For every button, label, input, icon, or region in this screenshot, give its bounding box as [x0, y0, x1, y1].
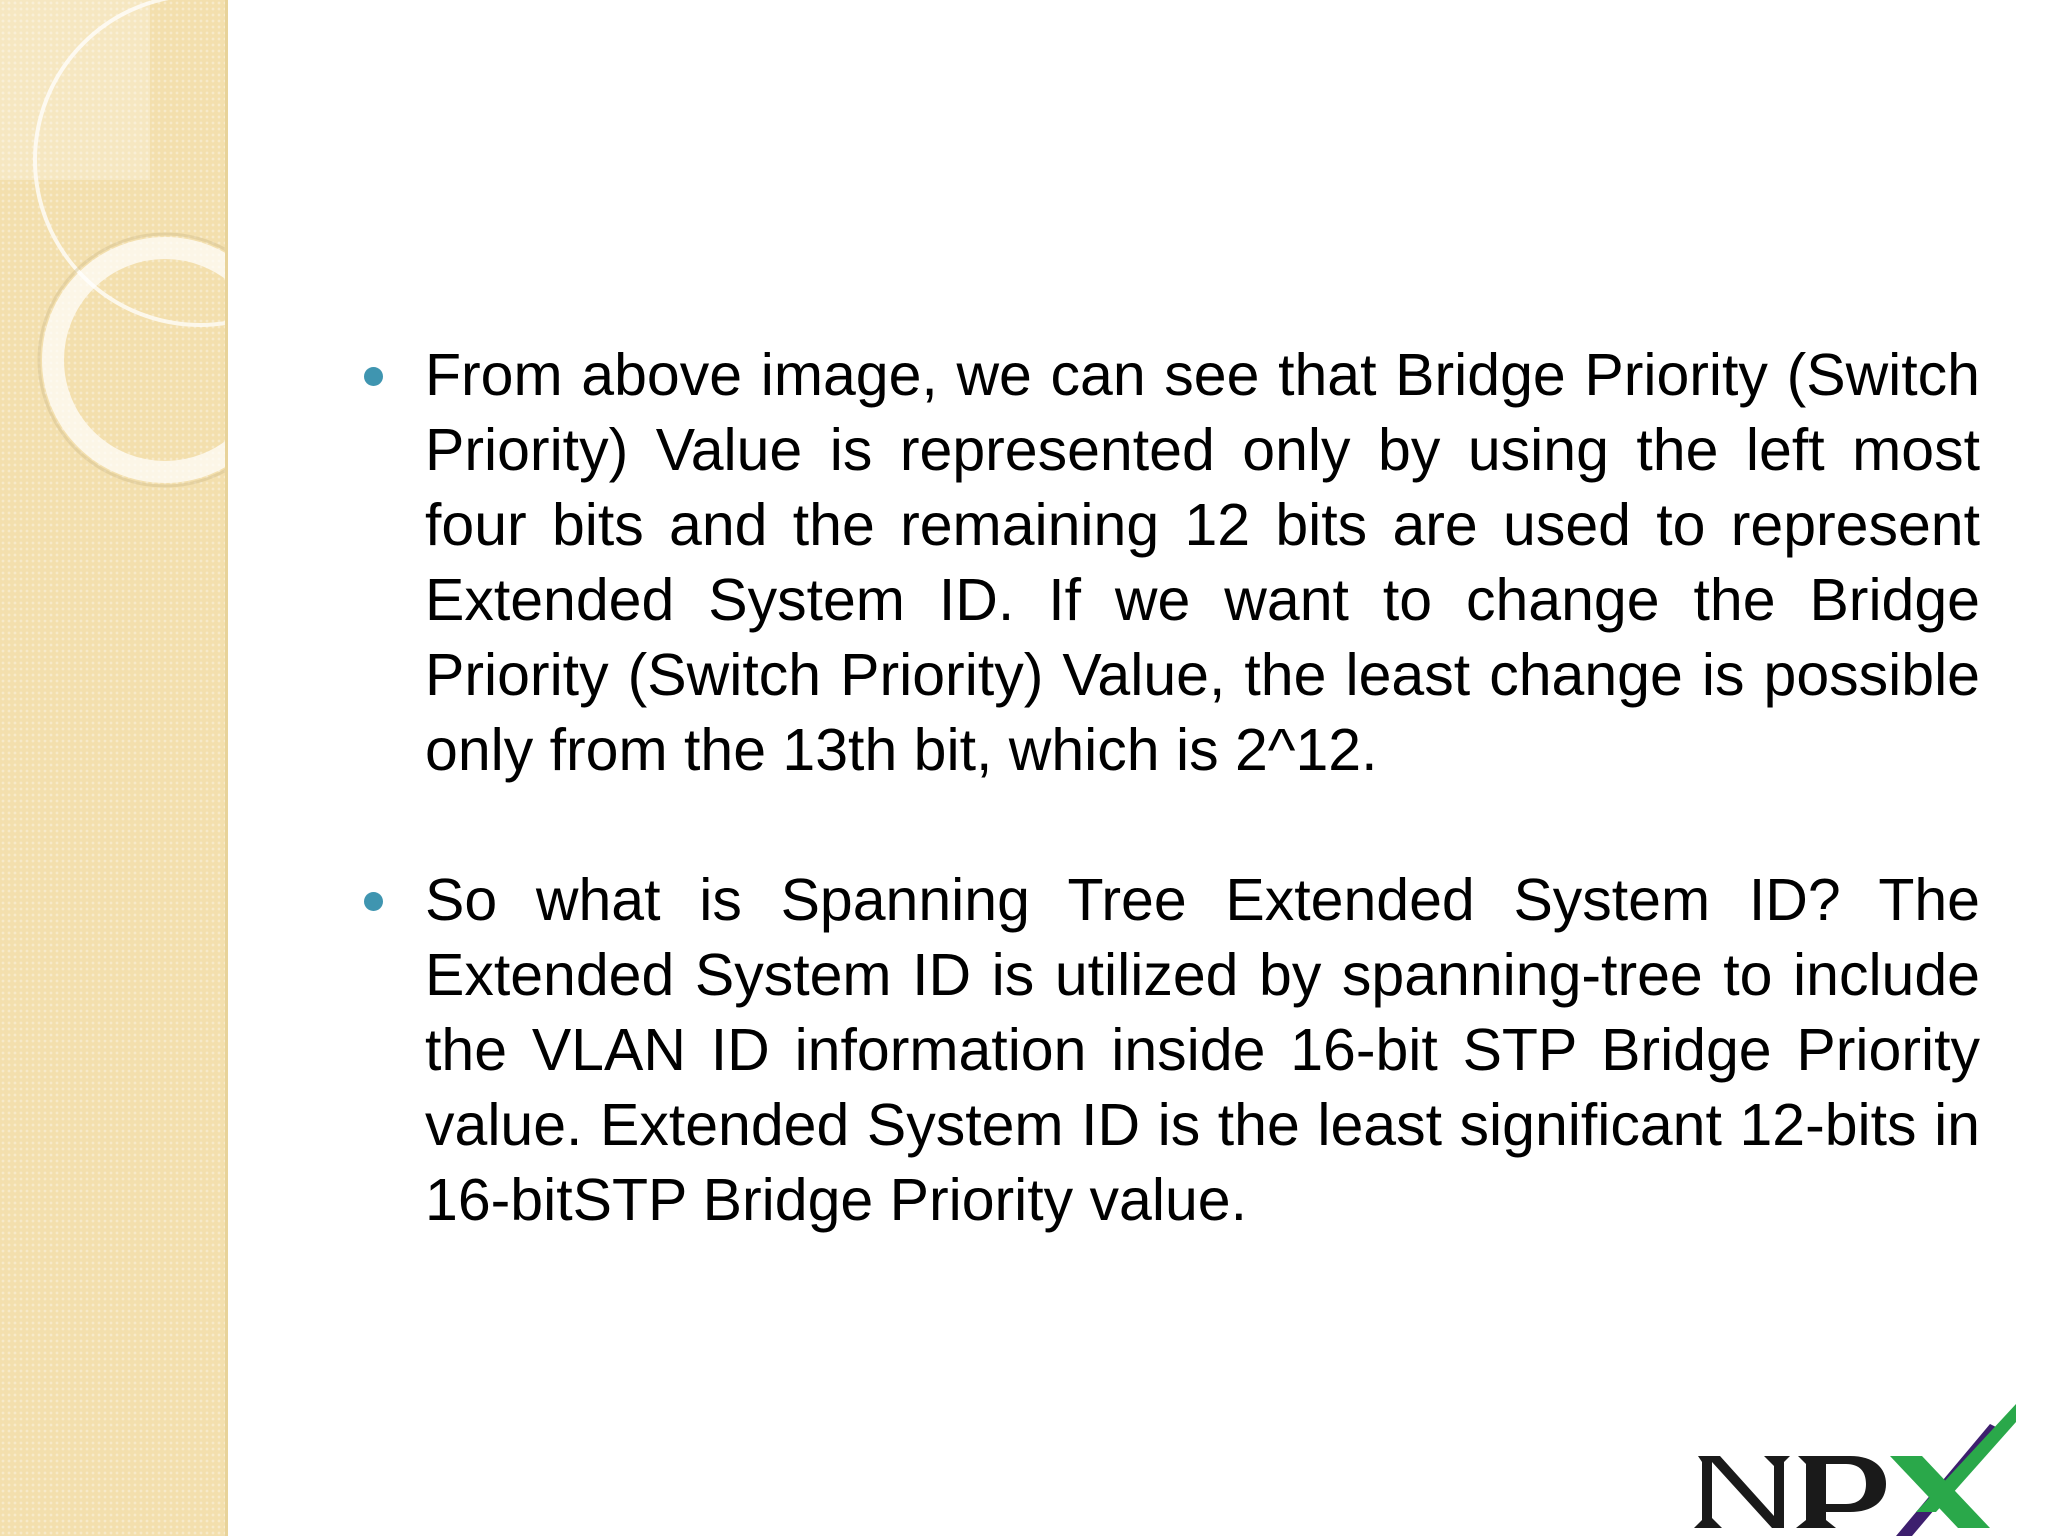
npx-logo [1690, 1404, 2020, 1536]
bullet-dot-icon [364, 367, 383, 386]
bullet-item [360, 863, 1980, 1238]
bullet-dot-icon [364, 892, 383, 911]
bullet-text: So what is Spanning Tree Extended System ID? The Extended System ID is utilized by spanning-tree to include the VLAN ID information inside 16-bit STP Bridge Priority value. Extended System ID is the least significant 12-bits in 16-bitSTP Bridge Priority value. [425, 867, 1980, 1233]
bullet-list [360, 338, 1980, 1313]
decorative-rings-icon [0, 0, 228, 520]
bullet-text: From above image, we can see that Bridge Priority (Switch Priority) Value is represented only by using the left most four bits and the remaining 12 bits are used to represent Extended System ID. If we want to change the Bridge Priority (Switch Priority) Value, the least change is possible only from the 13th bit, which is 2^12. [425, 342, 1980, 783]
bullet-item [360, 338, 1980, 788]
decorative-side-strip [0, 0, 228, 1536]
